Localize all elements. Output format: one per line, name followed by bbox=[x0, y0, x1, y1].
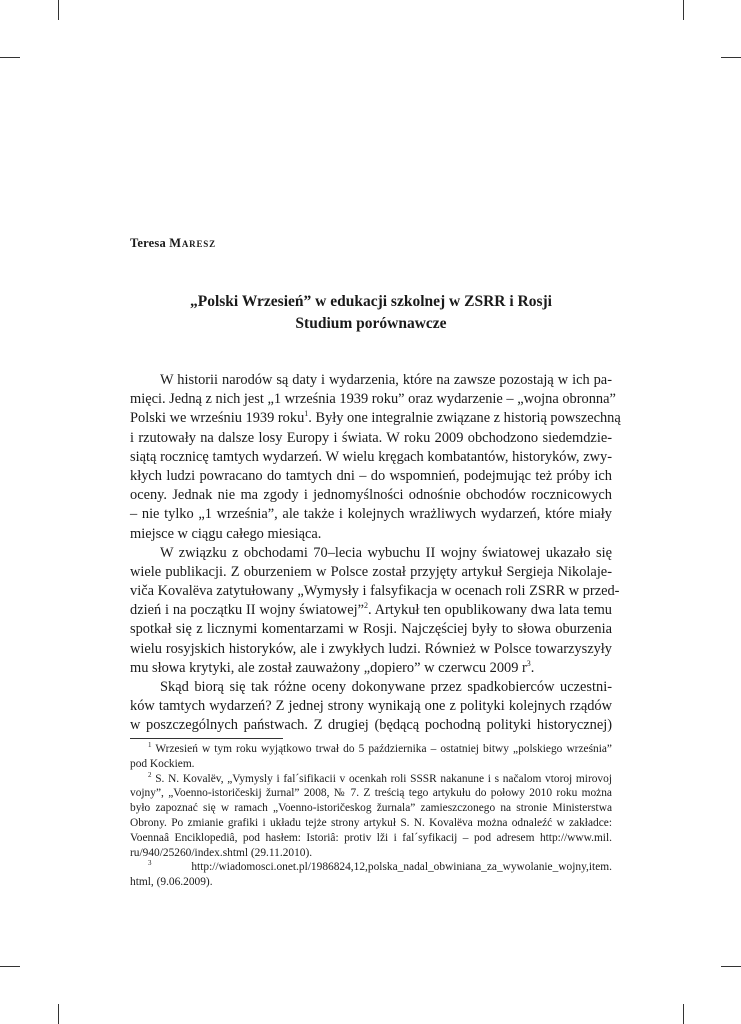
crop-mark-top-left-h bbox=[0, 57, 20, 58]
footnote-line: pod Kockiem. bbox=[130, 757, 195, 770]
title-line-1: „Polski Wrzesień” w edukacji szkolnej w ZSRR i Rosji bbox=[190, 293, 552, 310]
footnote-separator bbox=[130, 738, 283, 739]
author-first-name: Teresa bbox=[130, 236, 166, 250]
footnote-line: ru/940/25260/index.shtml (29.11.2010). bbox=[130, 846, 313, 859]
crop-mark-bottom-right-h bbox=[721, 966, 741, 967]
footnote-3-url[interactable]: http://wiadomosci.onet.pl/1986824,12,polska_nadal_obwiniana_za_wywolanie_wojny,item. bbox=[191, 861, 612, 874]
footnote-line: vojny”, „Voenno-istoričeskij žurnal” 2008, № 7. Z treścią tego artykułu do połowy 2010 roku można bbox=[130, 787, 612, 800]
body-line: i rzutowały na dalsze losy Europy i świata. W roku 2009 obchodzono siedemdzie- bbox=[130, 429, 612, 446]
footnote-ref-3[interactable]: 3 bbox=[526, 658, 531, 668]
body-line: W historii narodów są daty i wydarzenia, które na zawsze pozostają w ich pa- bbox=[160, 372, 612, 388]
body-line: oceny. Jednak nie ma zgody i jednomyślności odnośnie obchodów rocznicowych bbox=[130, 487, 612, 504]
body-line: viča Kovalëva zatytułowany „Wymysły i falsyfikacja w ocenach roli ZSRR w przed- bbox=[130, 583, 620, 600]
footnote-line: html, (9.06.2009). bbox=[130, 876, 213, 889]
crop-mark-bottom-right bbox=[683, 1004, 684, 1024]
body-line: mięci. Jedną z nich jest „1 września 1939 roku” oraz wydarzenie – „wojna obronna” bbox=[130, 391, 616, 408]
crop-mark-bottom-left-h bbox=[0, 966, 20, 967]
footnote-line: było zapoznać się w ramach „Voenno-istoričeskog žurnala” zamieszczonego na stronie Ministerstwa bbox=[130, 802, 612, 815]
body-line: spotkał się z licznymi komentarzami w Rosji. Najczęściej były to słowa oburzenia bbox=[130, 621, 612, 638]
author-name bbox=[130, 236, 216, 251]
footnote-number-2: 2 bbox=[148, 770, 152, 779]
footnote-number-1: 1 bbox=[148, 741, 152, 749]
body-line: Skąd biorą się tak różne oceny dokonywane przez spadkobierców uczestni- bbox=[160, 679, 612, 695]
body-line: W związku z obchodami 70–lecia wybuchu II wojny światowej ukazało się bbox=[160, 544, 612, 561]
author-surname: Maresz bbox=[169, 236, 216, 250]
crop-mark-top-right bbox=[683, 0, 684, 20]
footnote-1: $^1$ Wrzesień w tym roku wyjątkowo trwał do 5 października – ostatniej bitwy „polskiego września” bbox=[148, 741, 612, 755]
crop-mark-top-right-h bbox=[721, 57, 741, 58]
body-line: miejsce w ciągu całego miesiąca. bbox=[130, 525, 322, 542]
body-line: ków tamtych wydarzeń? Z jednej strony wynikają one z polityki kolejnych rządów bbox=[130, 698, 612, 715]
body-line: kłych ludzi powracano do tamtych dni – do wspomnień, podejmując też próby ich bbox=[130, 467, 612, 484]
article-body bbox=[130, 371, 621, 736]
footnote-line: Obrony. Po zmianie grafiki i układu tejże strony artykuł S. N. Kovalëva można odnaleźć w zakładce: bbox=[130, 816, 612, 829]
footnote-3 bbox=[130, 860, 612, 875]
footnote-number-3: 3 bbox=[148, 859, 152, 868]
title-line-2: Studium porównawcze bbox=[295, 315, 447, 332]
crop-mark-top-left bbox=[58, 0, 59, 20]
body-line: Polski we wrześniu 1939 roku$^1$. Były one integralnie związane z historią powszechną bbox=[130, 409, 621, 427]
body-line: siątą rocznicę tamtych wydarzeń. W wielu kręgach kombatantów, historyków, zwy- bbox=[130, 448, 612, 465]
footnote-2: $^2$ S. N. Kovalëv, „Vymysly i fal´sifikacii v ocenkah roli SSSR nakanune i s načalom vtoroj mirovoj bbox=[148, 770, 612, 785]
footnote-ref-1[interactable]: 1 bbox=[304, 409, 309, 419]
body-line: w poszczególnych państwach. Z drugiej (będącą pochodną polityki historycznej) bbox=[130, 717, 612, 734]
footnotes bbox=[130, 742, 612, 890]
crop-mark-bottom-left bbox=[58, 1004, 59, 1024]
article-title bbox=[130, 291, 612, 335]
body-line: mu słowa krytyki, ale został zauważony „dopiero” w czerwcu 2009 $r^3$. bbox=[130, 658, 535, 676]
body-line: dzień i na początku II wojny światowej”$^2$. Artykuł ten opublikowany dwa lata temu bbox=[130, 601, 612, 619]
body-line: wielu rosyjskich historyków, ale i zwykłych ludzi. Również w Polsce towarzyszyły bbox=[130, 640, 612, 657]
footnote-line: Voennaâ Enciklopediâ, pod hasłem: Istoriâ: protiv lži i fal´syfikacij – pod adresem http://www.mil. bbox=[130, 831, 612, 844]
body-line: – nie tylko „1 września”, ale także i kolejnych wrażliwych wydarzeń, które miały bbox=[130, 506, 612, 523]
body-line: wiele publikacji. Z oburzeniem w Polsce został przyjęty artykuł Sergieja Nikolaje- bbox=[130, 563, 612, 580]
footnote-ref-2[interactable]: 2 bbox=[363, 601, 368, 611]
